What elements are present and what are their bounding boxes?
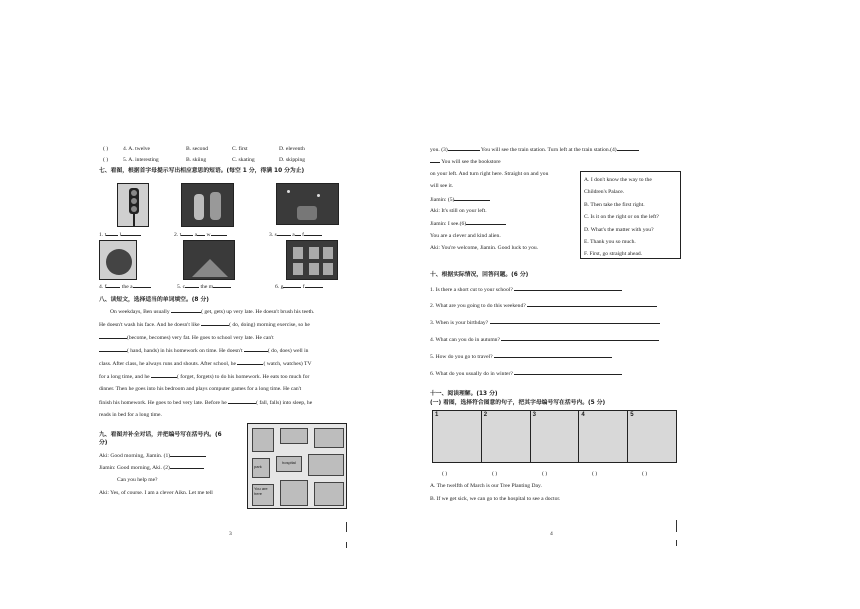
section-7-title: 七、看图，根据首字母提示写出相应意思的短语。(每空 1 分，得满 10 分为止) bbox=[99, 168, 305, 174]
dialogue-right-4: You are a clever and kind alien. bbox=[430, 233, 501, 239]
passage-line-2: He doesn't wash his face. And he doesn't like ( do, doing) morning exercise, so he bbox=[99, 322, 310, 328]
q4-option-b: B. second bbox=[186, 146, 209, 152]
picture-stars bbox=[276, 183, 339, 225]
question-3: 3. When is your birthday? bbox=[430, 319, 660, 327]
passage-line-3: (become, becomes) very fat. He goes to school very late. He can't bbox=[99, 334, 274, 342]
option-b: B. Then take the first right. bbox=[584, 201, 645, 208]
dialogue-right-2: Aki: It's still on your left. bbox=[430, 208, 487, 214]
picture-take-a-walk bbox=[181, 183, 234, 227]
option-a: A. I don't know the way to the bbox=[584, 177, 652, 183]
pic-4-hint: 4. f the a bbox=[99, 283, 151, 291]
question-4: 4. What can you do in autumn? bbox=[430, 336, 659, 344]
pic-5-hint: 5. c the m bbox=[177, 283, 231, 291]
question-6: 6. What do you usually do in winter? bbox=[430, 370, 622, 378]
option-f: F. First, go straight ahead. bbox=[584, 251, 643, 258]
option-d: D. What's the matter with you? bbox=[584, 226, 654, 233]
dialogue-right-3: Jiamin: I see.(6) bbox=[430, 220, 506, 228]
pic-2-hint: 2. t a w bbox=[174, 231, 227, 239]
q5-paren: ( ) bbox=[103, 157, 109, 163]
q5-option-a: 5. A. interesting bbox=[123, 157, 159, 163]
strip-picture bbox=[628, 411, 676, 462]
sentence-a: A. The twelfth of March is our Tree Planting Day. bbox=[430, 483, 542, 489]
section-8-title: 八、读短文，选择适当的单词填空。(8 分) bbox=[99, 297, 209, 303]
dialogue-right-1: Jiamin: (5) bbox=[430, 196, 490, 204]
dialogue-cont-line-1: you. (3) You will see the train station. Turn left at the train station.(4) bbox=[430, 146, 639, 154]
answer-paren: ( ) bbox=[592, 471, 598, 477]
strip-number: 4 bbox=[581, 412, 585, 418]
passage-line-9: reads in bed for a long time. bbox=[99, 412, 162, 418]
answer-options-box bbox=[580, 171, 681, 259]
strip-picture bbox=[579, 411, 628, 462]
picture-go-fishing bbox=[286, 240, 338, 280]
strip-picture bbox=[531, 411, 580, 462]
passage-line-7: dinner. Then he goes into his bedroom and plays computer games for a long time. He can't bbox=[99, 386, 302, 392]
strip-number: 5 bbox=[630, 412, 634, 418]
town-map bbox=[247, 423, 347, 509]
strip-number: 2 bbox=[483, 412, 488, 418]
passage-line-5: class. After class, he always runs and shouts. After school, he ( watch, watches) TV bbox=[99, 361, 312, 367]
strip-picture bbox=[482, 411, 531, 462]
option-e: E. Thank you so much. bbox=[584, 239, 636, 246]
answer-paren: ( ) bbox=[542, 471, 548, 477]
dialogue-line-1: Aki: Good morning, Jiamin. (1) bbox=[99, 452, 206, 460]
q4-option-d: D. eleventh bbox=[279, 146, 305, 152]
dialogue-line-2: Jiamin: Good morning, Aki. (2) bbox=[99, 464, 204, 472]
picture-strip bbox=[432, 410, 677, 463]
section-9-title: 九、看图并补全对话，并把编号写在括号内。(6 bbox=[99, 432, 222, 438]
section-9-title-cont: 分) bbox=[99, 440, 108, 446]
q5-option-b: B. skiing bbox=[186, 157, 207, 163]
passage-line-6: for a long time, and he ( forget, forgets) to do his homework. He eats too much for bbox=[99, 374, 310, 380]
dialogue-line-4: Aki: Yes, of course. I am a clever Aikn. Let me tell bbox=[99, 490, 213, 496]
strip-number: 1 bbox=[435, 412, 439, 418]
passage-line-4: ( hand, hands) in his homework on time. He doesn't ( do, does) well in bbox=[99, 347, 308, 355]
strip-number: 3 bbox=[532, 412, 536, 418]
passage-line-8: finish his homework. He goes to bed very late. Before he ( fall, falls) into sleep, he bbox=[99, 400, 313, 406]
question-5: 5. How do you go to travel? bbox=[430, 353, 612, 361]
section-11-subtitle: (一) 看图，选择符合图意的句子，把其字母编号写在括号内。(5 分) bbox=[430, 400, 606, 406]
question-1: 1. Is there a short cut to your school? bbox=[430, 286, 622, 294]
passage-line-1: On weekdays, Ben usually ( get, gets) up very late. He doesn't brush his teeth. bbox=[110, 309, 315, 315]
answer-paren: ( ) bbox=[442, 471, 448, 477]
question-2: 2. What are you going to do this weekend? bbox=[430, 302, 657, 310]
picture-climb-mountain bbox=[183, 240, 235, 280]
q5-option-d: D. skipping bbox=[279, 157, 306, 163]
dialogue-cont-line-4: will see it. bbox=[430, 183, 454, 189]
right-page bbox=[430, 0, 860, 609]
picture-traffic-light bbox=[117, 183, 149, 227]
option-a-cont: Children's Palace. bbox=[584, 189, 625, 196]
q4-option-a: 4. A. twelve bbox=[123, 146, 151, 152]
scan-mark bbox=[346, 542, 347, 548]
strip-picture bbox=[433, 411, 482, 462]
page-number-right: 4 bbox=[550, 531, 553, 537]
section-11-title: 十一、阅读理解。(13 分) bbox=[430, 391, 498, 397]
scan-mark bbox=[676, 520, 677, 532]
scan-mark bbox=[676, 540, 677, 546]
sentence-b: B. If we get sick, we can go to the hospital to see a doctor. bbox=[430, 496, 561, 502]
dialogue-cont-line-3: on your left. And turn right here. Straight on and you bbox=[430, 171, 549, 177]
pic-1-hint: 1. t l bbox=[99, 231, 141, 239]
option-c: C. Is it on the right or on the left? bbox=[584, 214, 659, 221]
map-label-park: park bbox=[254, 464, 262, 469]
picture-fly-a-kite bbox=[99, 240, 137, 280]
q5-option-c: C. skating bbox=[232, 157, 255, 163]
dialogue-cont-line-2: You will see the bookstore bbox=[430, 158, 501, 166]
q4-option-c: C. first bbox=[232, 146, 248, 152]
map-label-hospital: hospital bbox=[282, 460, 296, 465]
page-number-left: 3 bbox=[229, 531, 232, 537]
dialogue-line-3: Can you help me? bbox=[117, 477, 158, 483]
answer-paren: ( ) bbox=[492, 471, 498, 477]
answer-paren: ( ) bbox=[642, 471, 648, 477]
scan-mark bbox=[346, 522, 347, 532]
pic-6-hint: 6. g f bbox=[275, 283, 323, 291]
pic-3-hint: 3. s a f bbox=[269, 231, 322, 239]
dialogue-right-5: Aki: You're welcome, Jiamin. Good luck to you. bbox=[430, 245, 539, 251]
map-label-you-are-here: You are here bbox=[254, 486, 268, 496]
q4-paren: ( ) bbox=[103, 146, 109, 152]
section-10-title: 十、根据实际情况，回答问题。(6 分) bbox=[430, 272, 529, 278]
